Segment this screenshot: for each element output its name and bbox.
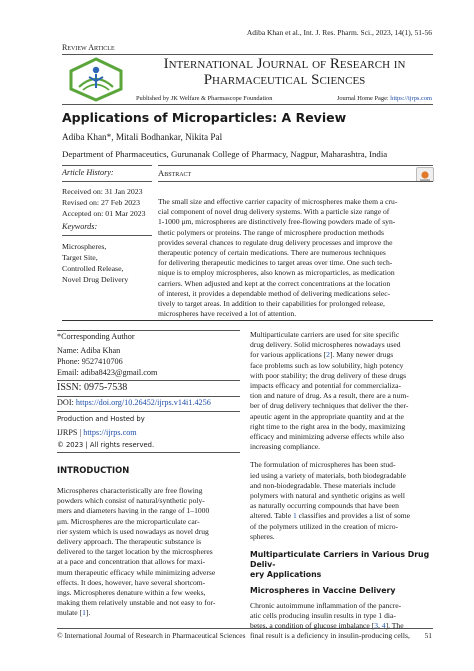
copyright-rule	[57, 452, 240, 453]
para1-line: impacts efficacy and potential for commercializa-	[250, 381, 402, 391]
intro-paragraph	[57, 486, 240, 619]
para1-line: Multiparticulate carriers are used for site specific	[250, 330, 400, 339]
article-type: Review Article	[62, 43, 115, 52]
homepage-label: Journal Home Page:	[336, 95, 391, 102]
ref-link-1[interactable]: 1	[82, 608, 86, 618]
para1-line: efficacy and minimizing adverse effects while also	[250, 432, 405, 442]
intro-line: effects. It does, however, have several shortcom-	[57, 577, 206, 587]
journal-homepage	[337, 95, 432, 102]
production-rule	[57, 411, 240, 412]
intro-line: μm. Microspheres are the microparticulate car-	[57, 516, 200, 526]
para3-line: atic cells producing insulin results in type 1 dia-	[250, 611, 396, 621]
intro-line: Microspheres characteristically are free flowing	[57, 486, 203, 495]
revised-date: Revised on: 27 Feb 2023	[62, 198, 140, 207]
doi-link[interactable]: https://doi.org/10.26452/ijrps.v14i1.4256	[75, 398, 211, 407]
header-rule-bottom	[62, 104, 433, 105]
intro-line	[57, 608, 240, 618]
subsection-heading: Microspheres in Vaccine Delivery	[250, 585, 396, 595]
abstract-text	[158, 197, 433, 319]
authors: Adiba Khan*, Mitali Bodhankar, Nikita Pal	[62, 132, 223, 142]
author-name: Name: Adiba Khan	[57, 346, 121, 355]
journal-logo-icon	[65, 57, 127, 102]
para3-line: Chronic autoimmune inflammation of the pancre-	[250, 600, 402, 610]
doi	[57, 398, 211, 407]
intro-last-text: mulate [	[57, 608, 83, 618]
host-link[interactable]: https://ijrps.com	[83, 428, 137, 437]
para2-line: spheres.	[250, 531, 275, 541]
journal-name-line1: International Journal of Research in	[163, 56, 406, 72]
intro-line: delivery approach. The therapeutic substance is	[57, 537, 202, 547]
received-date: Received on: 31 Jan 2023	[62, 187, 143, 196]
sidebar-rule-mid	[62, 181, 152, 182]
check-updates-label: Check for updates	[417, 179, 433, 180]
journal-logo	[65, 57, 127, 102]
author-phone: Phone: 9527410706	[57, 357, 123, 366]
para1-line: ber of drug delivery techniques that deliver the ther-	[250, 401, 409, 411]
abstract-line: tively to target areas. In addition to their capabilities for prolonged release,	[158, 299, 385, 309]
para1-text: for various applications [	[250, 350, 327, 360]
para1-line: face problems such as low solubility, high potency	[250, 360, 404, 370]
abstract-line: The small size and effective carrier capacity of microspheres make them a cru-	[158, 197, 398, 206]
para3-text: ]. The	[385, 621, 404, 631]
para2-line: The formulation of microspheres has been stud-	[250, 460, 396, 470]
para2-line: and non-biodegradable. These materials include	[250, 480, 396, 490]
abstract-line: for delivering therapeutic medicines to target areas over time. One such tech-	[158, 258, 393, 268]
copyright: © 2023 | All rights reserved.	[57, 441, 155, 449]
author-email: Email: adiba8423@gmail.com	[57, 368, 158, 377]
article-history-label: Article History:	[62, 168, 114, 177]
issn: ISSN: 0975-7538	[57, 382, 128, 393]
intro-line: mum therapeutic efficacy while minimizing adverse	[57, 567, 216, 577]
abstract-rule-mid	[158, 181, 433, 182]
keywords-label: Keywords:	[62, 222, 98, 231]
abstract-line: of interest, it provides a dependable method of delivering medications selec-	[158, 288, 391, 298]
abstract-line: nique is to employ microspheres, also known as microparticles, as medication	[158, 268, 395, 278]
para1-line: drug delivery. Solid microspheres nowadays used	[250, 340, 401, 350]
production-hosted: Production and Hosted by	[57, 415, 145, 423]
para1-line	[250, 350, 433, 360]
intro-line: at a pace and concentration that allows for maxi-	[57, 557, 206, 567]
keyword-1: Microspheres,	[62, 242, 107, 251]
para2-line: as naturally occurring compounds that have been	[250, 501, 399, 511]
para2-text: classifies and provides a list of some	[296, 511, 411, 521]
page-number: 51	[424, 631, 432, 640]
issn-rule	[57, 380, 240, 381]
keyword-2: Target Site,	[62, 253, 98, 262]
check-for-updates-badge[interactable]	[416, 167, 434, 182]
para2-line: polymers with natural and synthetic origins as well	[250, 491, 406, 501]
abstract-line: thetic polymers or proteins. The range of microsphere production methods	[158, 227, 384, 237]
header-rule-top	[62, 54, 433, 55]
accepted-date: Accepted on: 01 Mar 2023	[62, 209, 146, 218]
abstract-rule-bottom	[62, 320, 433, 321]
right-column	[250, 330, 433, 642]
intro-heading: INTRODUCTION	[57, 465, 130, 475]
footer-rule	[57, 628, 433, 629]
abstract-label: Abstract	[158, 168, 192, 178]
section-heading: ery Applications	[250, 570, 322, 580]
keyword-3: Controlled Release,	[62, 264, 124, 273]
intro-line: rier system which is used nowadays as novel drug	[57, 526, 209, 536]
intro-line: powders which consist of natural/synthetic poly-	[57, 496, 205, 506]
citation: Adiba Khan et al., Int. J. Res. Pharm. Sci., 2023, 14(1), 51-56	[246, 28, 432, 37]
abstract-line: 1-1000 μm, microspheres are distinctively free-flowing powders made of syn-	[158, 217, 396, 227]
abstract-line: carriers. When adjusted and kept at the correct concentrations at the location	[158, 278, 391, 288]
ref-link-2[interactable]: 2	[326, 350, 330, 360]
intro-line: making them relatively unstable and not easy to for-	[57, 598, 216, 608]
intro-line: delivered to the target location by the microspheres	[57, 547, 213, 557]
para2-line: ied using a variety of materials, both biodegradable	[250, 470, 407, 480]
host-label: IJRPS |	[57, 428, 84, 437]
para3-line: final result is a deficiency in insulin-producing cells,	[250, 631, 410, 641]
para1-line: increasing compliance.	[250, 442, 321, 452]
abstract-line: provides several chances to regulate drug delivery processes and improve the	[158, 237, 393, 247]
article-title: Applications of Microparticles: A Review	[62, 110, 347, 125]
para2-line: of the polymers utilized in the creation of micro-	[250, 521, 399, 531]
para1-line: apeutic agent in the appropriate quantity and at the	[250, 411, 404, 421]
para2-text: altered. Table	[250, 511, 293, 521]
abstract-rule-top	[158, 165, 433, 166]
homepage-link[interactable]: https://ijrps.com	[390, 95, 432, 102]
para1-line: right time to the right area in the body, maximizing	[250, 421, 406, 431]
section-heading: Multiparticulate Carriers in Various Drug Deliv-	[250, 550, 430, 570]
footer-text: © International Journal of Research in Pharmaceutical Sciences	[57, 631, 246, 640]
sidebar-rule-keywords	[62, 235, 152, 236]
abstract-line: microspheres have received a lot of attention.	[158, 309, 297, 319]
intro-end-text: ].	[85, 608, 91, 618]
corresponding-author-label: *Corresponding Author	[57, 332, 135, 341]
para1-text: ]. Many newer drugs	[329, 350, 394, 360]
para3-line	[250, 621, 433, 631]
doi-rule	[57, 396, 240, 397]
table-link-1[interactable]: 1	[292, 511, 297, 521]
para3-text: betes, a condition of glucose imbalance [	[250, 621, 375, 631]
journal-name-line2: Pharmaceutical Sciences	[203, 72, 366, 88]
abstract-line: therapeutic potency of certain medications. There are numerous techniques	[158, 248, 386, 258]
doi-label: DOI:	[57, 398, 76, 407]
keyword-4: Novel Drug Delivery	[62, 275, 129, 284]
ref-link-4[interactable]: 4	[381, 621, 386, 631]
para1-line: tion and nature of drug. As a result, there are a num-	[250, 391, 409, 401]
affiliation: Department of Pharmaceutics, Gurunanak College of Pharmacy, Nagpur, Maharashtra, India	[62, 149, 388, 159]
intro-line: mers and diameters having in the range of 1–1000	[57, 506, 210, 516]
para1-line: with poor stability; the drug delivery of these drugs	[250, 370, 407, 380]
footnote-rule	[57, 330, 240, 331]
para3-sep: ,	[378, 621, 382, 631]
ref-link-3[interactable]: 3	[374, 621, 378, 631]
intro-line: ings. Microspheres denature within a few weeks,	[57, 588, 206, 598]
abstract-line: cial component of novel drug delivery systems. With a particle size range of	[158, 207, 390, 217]
publisher: Published by JK Welfare & Pharmascope Foundation	[136, 95, 273, 102]
para2-line	[250, 511, 433, 521]
host	[57, 428, 137, 437]
sidebar-rule-top	[62, 165, 152, 166]
